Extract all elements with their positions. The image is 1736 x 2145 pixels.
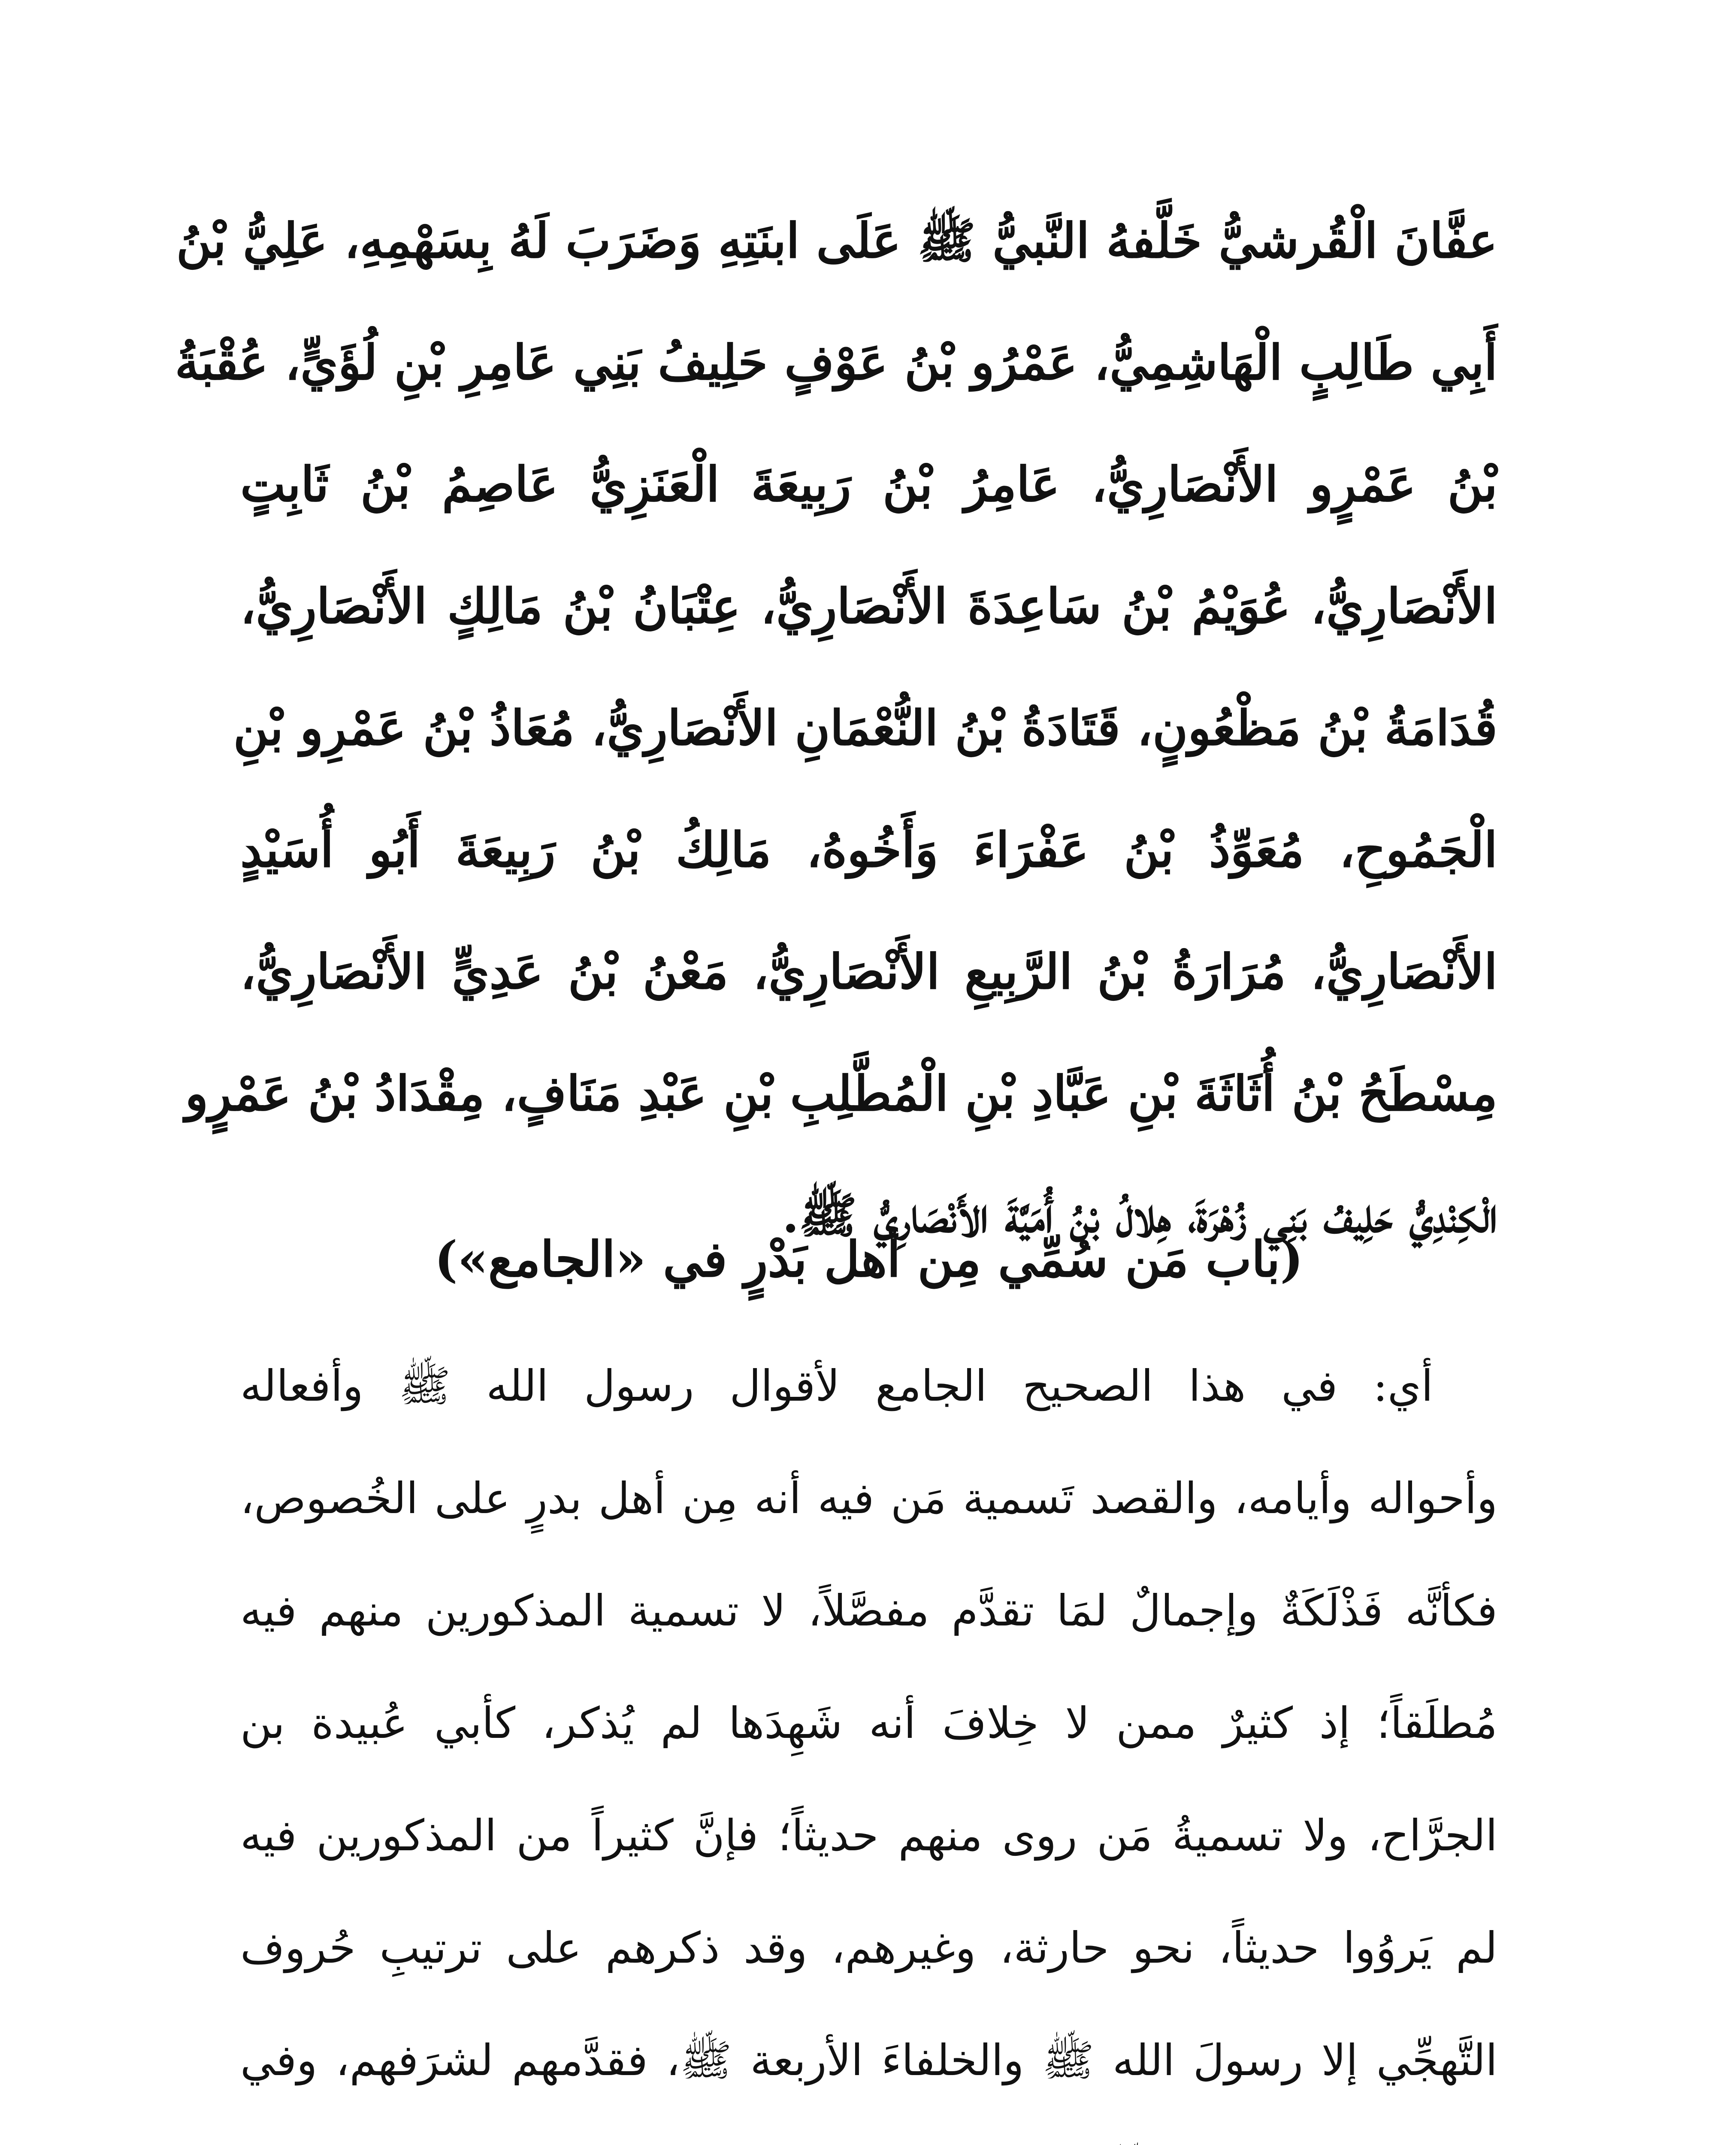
badr-names-list xyxy=(175,180,1497,1277)
names-line: قُدَامَةُ بْنُ مَظْعُونٍ، قَتَادَةُ بْنُ النُّعْمَانِ الأَنْصَارِيُّ، مُعَاذُ بْنُ عَمْرِو بْنِ xyxy=(233,700,1497,756)
commentary-line: وأحواله وأيامه، والقصد تَسمية مَن فيه أنه مِن أهل بدرٍ على الخُصوص، xyxy=(240,1473,1497,1523)
names-line: الأَنْصَارِيُّ، مُرَارَةُ بْنُ الرَّبِيعِ الأَنْصَارِيُّ، مَعْنُ بْنُ عَدِيٍّ الأَنْصَارِيُّ، xyxy=(240,944,1497,1000)
commentary-line: التَّهجِّي إلا رسولَ الله ﷺ والخلفاءَ الأربعة ﷺ، فقدَّمهم لشرَفهم، وفي xyxy=(240,2035,1497,2085)
commentary-line: فكأنَّه فَذْلَكَةٌ وإجمالٌ لمَا تقدَّم مفصَّلاً، لا تسمية المذكورين منهم فيه xyxy=(240,1586,1497,1636)
names-line: الأَنْصَارِيُّ، عُوَيْمُ بْنُ سَاعِدَةَ الأَنْصَارِيُّ، عِتْبَانُ بْنُ مَالِكٍ الأَنْصَارِيُّ، xyxy=(240,578,1497,634)
commentary-line: أي: في هذا الصحيح الجامع لأقوال رسول الله ﷺ وأفعاله xyxy=(240,1361,1433,1411)
names-line: الْكِنْدِيُّ حَلِيفُ بَنِي زُهْرَةَ، هِلالُ بْنُ أُمَيَّةَ الأَنْصَارِيُّ ﷺ. xyxy=(782,1187,1497,1244)
commentary-line: لم يَروُوا حديثاً، نحو حارثة، وغيرهم، وقد ذكرهم على ترتيبِ حُروف xyxy=(240,1923,1497,1973)
names-line: الْجَمُوحِ، مُعَوِّذُ بْنُ عَفْرَاءَ وَأَخُوهُ، مَالِكُ بْنُ رَبِيعَةَ أَبُو أُسَيْدٍ xyxy=(240,822,1497,878)
names-line: أَبِي طَالِبٍ الْهَاشِمِيُّ، عَمْرُو بْنُ عَوْفٍ حَلِيفُ بَنِي عَامِرِ بْنِ لُؤَيٍّ، عُقْبَةُ xyxy=(175,335,1497,391)
commentary-line xyxy=(240,2117,1497,2145)
names-line: عفَّانَ الْقُرشيُّ خَلَّفهُ النَّبيُّ ﷺ عَلَى ابنَتِهِ وَضَرَبَ لَهُ بِسَهْمِهِ، عَلِيُّ بْنُ xyxy=(176,213,1497,269)
names-line: بْنُ عَمْرٍو الأَنْصَارِيُّ، عَامِرُ بْنُ رَبِيعَةَ الْعَنَزِيُّ عَاصِمُ بْنُ ثَابِتٍ xyxy=(240,456,1497,513)
commentary-line: الجرَّاح، ولا تسميةُ مَن روى منهم حديثاً؛ فإنَّ كثيراً من المذكورين فيه xyxy=(240,1810,1497,1861)
commentary-paragraph xyxy=(240,1330,1497,2145)
commentary-line: مُطلَقاً؛ إذ كثيرٌ ممن لا خِلافَ أنه شَهِدَها لم يُذكر، كأبي عُبيدة بن xyxy=(240,1698,1497,1748)
section-heading: (باب مَن سُمِّي مِن أهل بَدْرٍ في «الجامع») xyxy=(434,1230,1304,1288)
names-line: مِسْطَحُ بْنُ أُثَاثَةَ بْنِ عَبَّادِ بْنِ الْمُطَّلِبِ بْنِ عَبْدِ مَنَافٍ، مِقْدَادُ بْنُ عَمْرٍو xyxy=(185,1066,1497,1122)
